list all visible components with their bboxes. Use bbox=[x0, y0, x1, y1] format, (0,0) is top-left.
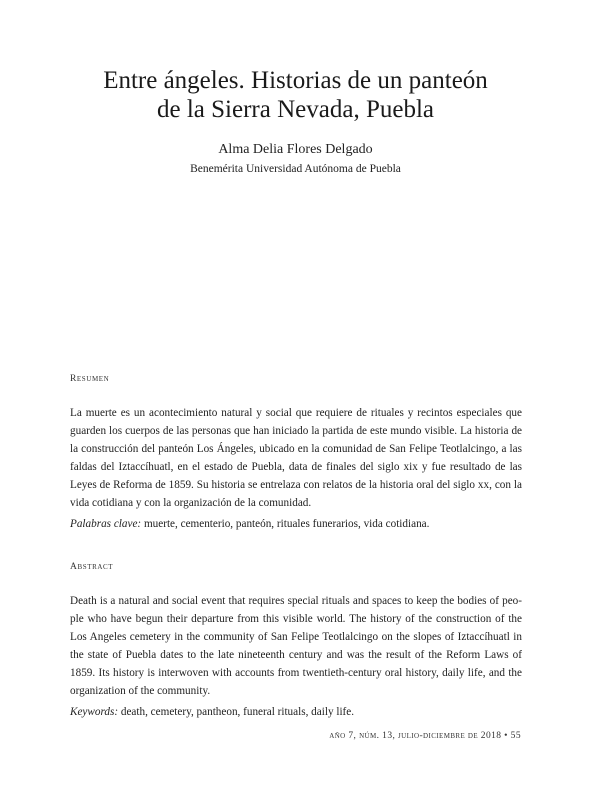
resumen-keywords bbox=[70, 515, 522, 533]
abstract-keywords-list: death, cemetery, pantheon, funeral rituals, daily life. bbox=[120, 706, 355, 718]
resumen-heading: Resumen bbox=[70, 374, 110, 384]
resumen-paragraph: La muerte es un acontecimiento natural y social que requiere de rituales y recintos especiales que guarden los cuerpos de las personas que han iniciado la partida de este mundo visible. La historia de la construcción del panteón Los Ángeles, ubicado en la comunidad de San Felipe Teotlalcingo, a las faldas del Iztaccíhuatl, en el estado de Puebla, data de finales del siglo xix y fue resultado de las Leyes de Reforma de 1859. Su historia se entrelaza con relatos de la historia oral del siglo xx, con la vida cotidiana y con la organización de la comunidad. bbox=[70, 407, 522, 509]
author-affiliation: Benemérita Universidad Autónoma de Puebla bbox=[190, 163, 401, 175]
paper-title-line-2: de la Sierra Nevada, Puebla bbox=[157, 96, 434, 123]
resumen-keywords-list: muerte, cementerio, panteón, rituales funerarios, vida cotidiana. bbox=[143, 518, 430, 530]
abstract-heading: Abstract bbox=[70, 562, 114, 572]
paper-title bbox=[0, 66, 591, 124]
abstract-paragraph: Death is a natural and social event that requires special rituals and spaces to keep the bodies of peo-ple who have begun their departure from this visible world. The history of the construction of the Los Angeles cemetery in the community of San Felipe Teotlalcingo on the slopes of Iztaccíhuatl in the state of Puebla dates to the late nineteenth century and was the result of the Reform Laws of 1859. Its history is interwoven with accounts from twentieth-century oral history, daily life, and the organization of the community. bbox=[70, 595, 522, 697]
resumen-keywords-label: Palabras clave: bbox=[70, 518, 142, 530]
author-name: Alma Delia Flores Delgado bbox=[218, 142, 373, 157]
abstract-keywords-label: Keywords: bbox=[70, 706, 119, 718]
paper-title-line-1: Entre ángeles. Historias de un panteón bbox=[103, 67, 488, 94]
abstract-keywords bbox=[70, 703, 522, 721]
page-footer: año 7, núm. 13, julio-diciembre de 2018 • 55 bbox=[329, 731, 521, 741]
